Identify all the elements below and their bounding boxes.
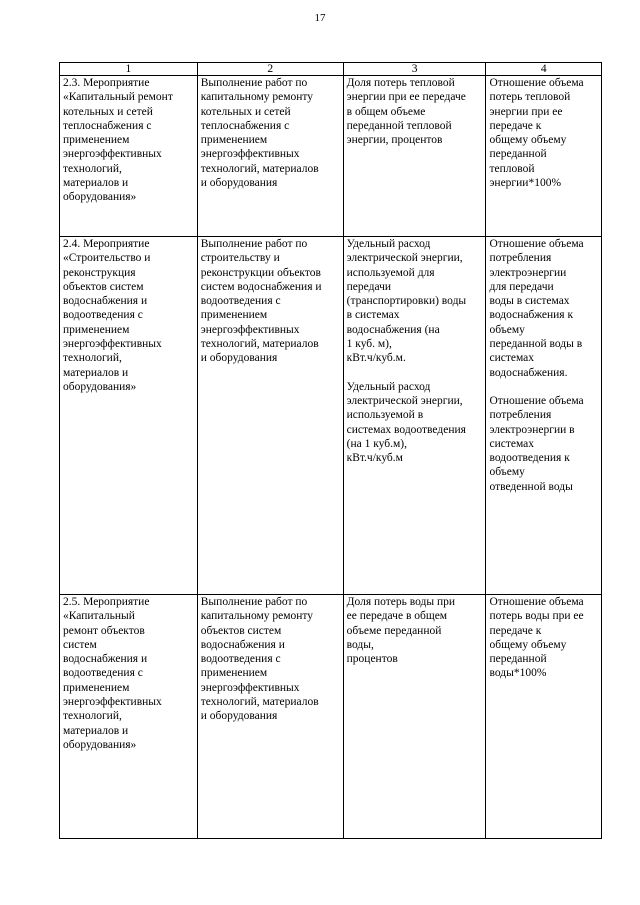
column-header-4: 4	[486, 63, 602, 76]
indicator-cell	[343, 237, 486, 595]
indicator-cell	[343, 595, 486, 839]
formula-text: Отношение объема потерь тепловой энергии при ее передаче к общему объему переданной тепловой энергии*100%	[489, 77, 584, 190]
measure-name: 2.4. Мероприятие «Строительство и реконструкция объектов систем водоснабжения и водоотведения с применением энергоэффективных технологий, материалов и оборудования»	[63, 238, 162, 393]
indicator-cell	[343, 76, 486, 237]
page-number: 17	[314, 12, 326, 24]
indicator-text: Доля потерь тепловой энергии при ее передаче в общем объеме переданной тепловой энергии, процентов	[346, 77, 466, 147]
indicator-text: Доля потерь воды при ее передаче в общем объеме переданной воды, процентов	[346, 596, 456, 666]
work-description-cell	[197, 76, 343, 237]
formula-cell	[486, 595, 602, 839]
formula-text: Отношение объема потерь воды при ее передаче к общему объему переданной воды*100%	[489, 596, 584, 680]
work-description: Выполнение работ по капитальному ремонту котельных и сетей теплоснабжения с применением энергоэффективных технологий, материалов и оборудования	[200, 77, 319, 190]
measure-name: 2.5. Мероприятие «Капитальный ремонт объектов систем водоснабжения и водоотведения с применением энергоэффективных технологий, материалов и оборудования»	[63, 596, 162, 751]
indicator-text-wastewater: Удельный расход электрической энергии, используемой в системах водоотведения (на 1 куб.м), кВт.ч/куб.м	[346, 380, 466, 465]
formula-text-wastewater: Отношение объема потребления электроэнергии в системах водоотведения к объему отведенной воды	[489, 394, 584, 493]
table-row-2-5	[60, 595, 602, 839]
indicator-text-water-supply: Удельный расход электрической энергии, используемой для передачи (транспортировки) воды в системах водоснабжения (на 1 куб. м), кВт.ч/куб.м.	[346, 238, 467, 365]
column-header-2: 2	[197, 63, 343, 76]
work-description-cell	[197, 595, 343, 839]
column-header-3: 3	[343, 63, 486, 76]
measure-name: 2.3. Мероприятие «Капитальный ремонт котельных и сетей теплоснабжения с применением энергоэффективных технологий, материалов и оборудования»	[63, 77, 173, 204]
measure-name-cell	[60, 76, 198, 237]
table-row-2-3	[60, 76, 602, 237]
formula-cell	[486, 76, 602, 237]
work-description-cell	[197, 237, 343, 595]
measures-table	[59, 62, 602, 839]
column-header-1: 1	[60, 63, 198, 76]
table-row-2-4	[60, 237, 602, 595]
formula-cell	[486, 237, 602, 595]
measure-name-cell	[60, 595, 198, 839]
formula-text-water-supply: Отношение объема потребления электроэнергии для передачи воды в системах водоснабжения к объему переданной воды в системах водоснабжения.	[489, 238, 584, 379]
measure-name-cell	[60, 237, 198, 595]
work-description: Выполнение работ по строительству и реконструкции объектов систем водоснабжения и водоотведения с применением энергоэффективных технологий, материалов и оборудования	[200, 238, 322, 365]
table-header-row	[60, 63, 602, 76]
work-description: Выполнение работ по капитальному ремонту объектов систем водоснабжения и водоотведения с применением энергоэффективных технологий, материалов и оборудования	[200, 596, 319, 723]
